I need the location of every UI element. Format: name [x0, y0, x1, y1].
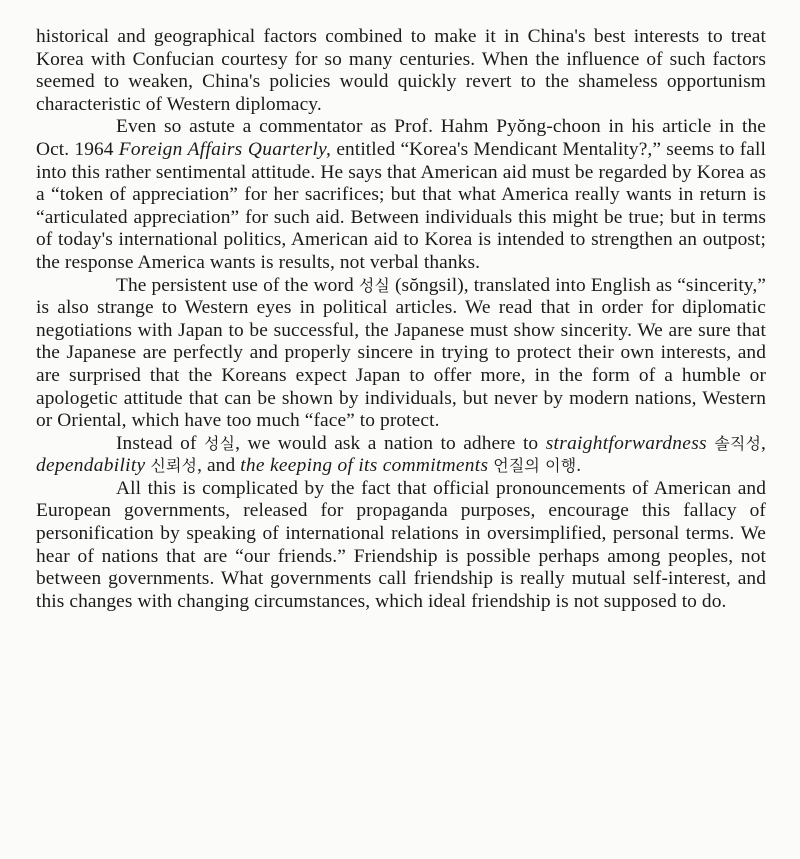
- korean-phrase-eonjil-ihaeng: 언질의 이행: [493, 456, 577, 476]
- paragraph-5: All this is complicated by the fact that official pronouncements of American and European governments, released for propaganda purposes, encourage this fallacy of personification by speaking of international relations in oversimplified, personal terms. We hear of nations that are “our friends.” Friendship is possible perhaps among peoples, not between governments. What governments call friendship is really mutual self-interest, and this changes with changing circumstances, which ideal friendship is not supposed to do.: [36, 477, 766, 612]
- paragraph-4-text-a: Instead of: [116, 432, 204, 454]
- paragraph-4: [36, 433, 766, 478]
- paragraph-2: [36, 116, 766, 274]
- journal-title: Foreign Affairs Quarterly,: [118, 138, 332, 160]
- paragraph-4-text-b: , we would ask a nation to adhere to: [235, 432, 546, 454]
- paragraph-1: historical and geographical factors combined to make it in China's best interests to treat Korea with Confucian courtesy for so many centuries. When the influence of such factors seemed to weaken, China's policies would quickly revert to the shameless opportunism characteristic of Western diplomacy.: [36, 26, 766, 115]
- term-dependability: dependability: [36, 455, 146, 477]
- paragraph-3: [36, 275, 766, 433]
- paragraph-2-text-b: entitled “Korea's Mendicant Mentality?,” seems to fall into this rather sentimental attitude. He says that American aid must be regarded by Korea as a “token of appreciation” for her sacrifices; but that what America really wants in return is “articulated appreciation” for such aid. Between individuals this might be true; but in terms of today's international politics, American aid to Korea is intended to strengthen an outpost; the response America wants is results, not verbal thanks.: [36, 138, 766, 273]
- paragraph-3-text-b: (sŏngsil), translated into English as “sincerity,” is also strange to Western eyes in political articles. We read that in order for diplomatic negotiations with Japan to be successful, the Japanese must show sincerity. We are sure that the Japanese are perfectly and properly sincere in trying to protect their own interests, and are surprised that the Koreans expect Japan to offer more, in the form of a humble or apologetic attitude that can be shown by individuals, but never by modern nations, Western or Oriental, which have too much “face” to protect.: [36, 274, 766, 432]
- paragraph-3-text-a: The persistent use of the word: [116, 274, 359, 296]
- korean-word-songsil-2: 성실: [203, 433, 236, 453]
- paragraph-4-text-d: , and: [197, 455, 241, 477]
- korean-word-soljikseong: 솔직성: [714, 433, 762, 453]
- paragraph-2-text-a: Even so astute a commentator as Prof. Hahm Pyŏng-choon in his article in the Oct. 1964: [36, 116, 766, 160]
- term-keeping-commitments: the keeping of its commitments: [240, 455, 489, 477]
- term-straightforwardness: straightforwardness: [545, 432, 707, 454]
- korean-word-sinroeseong: 신뢰성: [150, 456, 198, 476]
- paragraph-4-text-e: .: [576, 455, 582, 477]
- paragraph-4-text-c: ,: [761, 432, 766, 454]
- korean-word-songsil: 성실: [358, 275, 390, 295]
